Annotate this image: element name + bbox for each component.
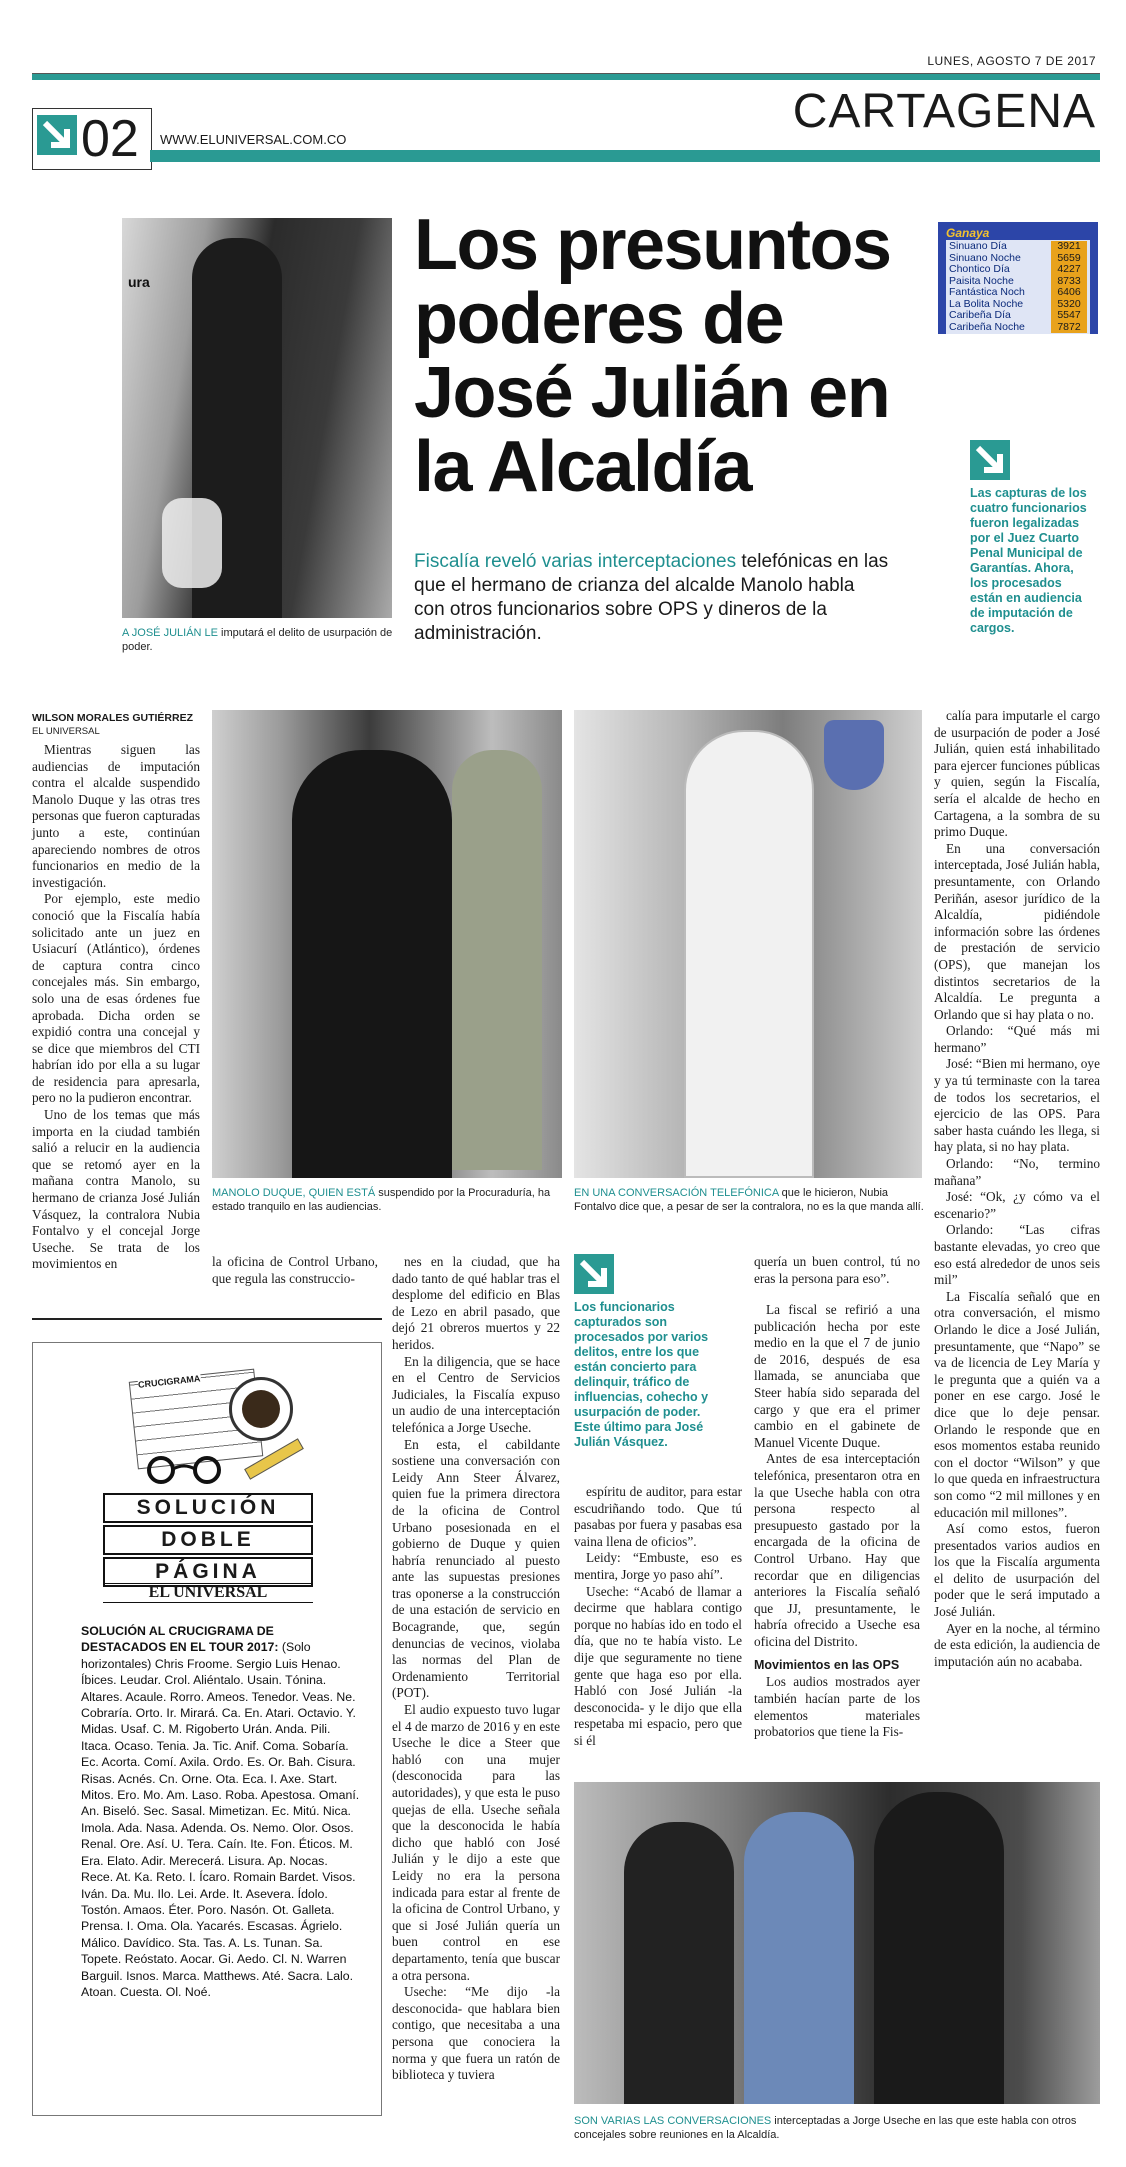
photo-useche-caption [574, 2114, 1100, 2142]
arrow-down-right-icon [37, 115, 77, 155]
paragraph: Los audios mostrados ayer también hacían parte de los elementos materiales probatorios que tiene la Fis- [754, 1674, 920, 1740]
paragraph: Por ejemplo, este medio conoció que la Fiscalía había solicitado ante un juez en Usiacurí (Atlántico), órdenes de captura contra cinco concejales más. Sin embargo, solo una de esas órdenes fue aprobada. Dicha orden se expidió contra una concejal y se dice que miembros del CTI habrían ido por ella a su lugar de residencia para apresarla, pero no la pudieron encontrar. [32, 891, 200, 1106]
paragraph: calía para imputarle el cargo de usurpación de poder a José Julián, quien está inhabilitado para ejercer funciones públicas y quien, según la Fiscalía, sería el alcalde de hecho en Cartagena, a la sombra de su primo Duque. [934, 708, 1100, 840]
crossword-title-line: DOBLE [103, 1525, 313, 1555]
top-photo-bag [162, 498, 222, 588]
callout-crimes: Los funcionarios capturados son procesados por varios delitos, entre los que están concierto para delinquir, tráfico de influencias, cohecho y usurpación de poder. Este último para José Julián Vásquez. [574, 1300, 709, 1449]
photo-person-blue [744, 1812, 854, 2104]
caption-text: que le hicieron, Nubia Fontalvo dice que, a pesar de ser la contralora, no es la que manda allí. [574, 1187, 924, 1213]
crossword-title-line: SOLUCIÓN [103, 1493, 313, 1523]
page-date: LUNES, AGOSTO 7 DE 2017 [927, 54, 1096, 68]
photo-nubia-caption [574, 1186, 928, 1214]
photo-manolo-duque [212, 710, 562, 1178]
photo-person-mid [684, 730, 814, 1178]
lottery-row [949, 310, 1087, 322]
photo-manolo-caption [212, 1186, 568, 1214]
paragraph: Orlando: “No, termino mañana” [934, 1156, 1100, 1188]
paragraph: José: “Ok, ¿y cómo va el escenario?” [934, 1189, 1100, 1221]
photo-nubia-fontalvo [574, 710, 922, 1178]
lottery-name: La Bolita Noche [949, 297, 1024, 310]
lottery-name: Fantástica Noch [949, 286, 1025, 298]
paragraph: quería un buen control, tú no eras la persona para eso”. [754, 1254, 920, 1286]
photo-shield [824, 720, 884, 790]
headline-deck [414, 550, 890, 646]
crossword-brand: EL UNIVERSAL [103, 1583, 313, 1603]
lottery-name: Sinuano Día [949, 240, 1007, 252]
lottery-number: 6406 [1051, 287, 1087, 299]
paragraph: Orlando: “Qué más mi hermano” [934, 1023, 1100, 1055]
paragraph: espíritu de auditor, para estar escudriñando todo. Que tú pasabas por fuera y pasabas esa vaina llena de oficios”. [574, 1484, 742, 1549]
lottery-number: 5320 [1051, 299, 1087, 311]
crossword-top-rule [32, 1318, 382, 1320]
crossword-box [32, 1342, 382, 2116]
lottery-number: 7872 [1051, 322, 1087, 334]
lottery-number: 5659 [1051, 253, 1087, 265]
header-top-rule [32, 73, 1100, 74]
article-column-2 [212, 1254, 378, 1287]
paragraph: La Fiscalía señaló que en otra conversación, el mismo Orlando le dice a José Julián, presuntamente, que “Napo” se va de licencia de Ley María y le pregunta que a quién va a poner en ese cargo. José le dice que lo deje pensar. Orlando le responde que en esos momentos estaba reunido con el doctor “Wilson” y que lo que queda en infraestructura son como “2 mil millones y en educación mil millones”. [934, 1288, 1100, 1520]
coffee-cup-icon [229, 1377, 293, 1441]
byline-outlet: EL UNIVERSAL [32, 726, 100, 737]
lottery-number: 3921 [1051, 241, 1087, 253]
deck-text: telefónicas en las que el hermano de crianza del alcalde Manolo habla con otros funcionarios sobre OPS y dineros de la administración. [414, 551, 889, 644]
paragraph: Leidy: “Embuste, eso es mentira, Jorge yo paso ahí”. [574, 1550, 742, 1582]
paragraph: Ayer en la noche, al término de esta edición, la audiencia de imputación aún no acababa. [934, 1620, 1100, 1669]
caption-text: suspendido por la Procuraduría, ha estado tranquilo en las audiencias. [212, 1187, 551, 1213]
photo-officer [452, 750, 542, 1170]
top-photo-sign: ura [128, 274, 150, 290]
paragraph: Useche: “Acabó de llamar a decirme que hablara contigo porque no habías ido en todo el día, que no te había visto. Le dije que seguramente no tiene gente que haga eso por ella. Habló con José Julián -la desconocida- y le dijo que ella respetaba mi espacio, pero que si él [574, 1583, 742, 1748]
callout-captures: Las capturas de los cuatro funcionarios fueron legalizadas por el Juez Cuarto Penal Municipal de Garantías. Ahora, los procesados están en audiencia de imputación de cargos. [970, 486, 1087, 635]
header-top-bar [32, 74, 1100, 80]
glasses-icon [141, 1455, 231, 1485]
paragraph: En una conversación interceptada, José Julián habla, presuntamente, con Orlando Periñán, asesor jurídico de la Alcaldía, pidiéndole información sobre las órdenes de prestación de servicio (OPS), que manejan los distintos secretarios de la Alcaldía. Le pregunta a Orlando que si hay plata o no. [934, 840, 1100, 1022]
paragraph: nes en la ciudad, que ha dado tanto de qué hablar tras el desplome del edificio en Blas de Lezo en abril pasado, que dejó 21 obreros muertos y 22 heridos. [392, 1254, 560, 1352]
lottery-brand: Ganaya [946, 226, 990, 240]
paragraph: la oficina de Control Urbano, que regula las construccio- [212, 1254, 378, 1286]
section-title: CARTAGENA [792, 85, 1096, 138]
article-column-3 [392, 1254, 560, 2084]
caption-text: imputará el delito de usurpación de poder. [122, 627, 393, 653]
website-link[interactable]: WWW.ELUNIVERSAL.COM.CO [160, 132, 347, 147]
photo-agent-1 [624, 1822, 734, 2104]
lottery-number: 4227 [1051, 264, 1087, 276]
crossword-title-line: PÁGINA [103, 1557, 313, 1587]
lottery-row [949, 264, 1087, 276]
photo-person-left [292, 750, 452, 1178]
article-column-5 [754, 1302, 920, 1741]
paragraph: Uno de los temas que más importa en la ciudad también salió a relucir en la audiencia que se retomó ayer en la mañana contra Manolo, su hermano de crianza José Julián Vásquez, la contralora Nubia Fontalvo y el concejal Jorge Useche. Se trata de los movimientos en [32, 1107, 200, 1272]
lottery-number: 5547 [1051, 310, 1087, 322]
paragraph: José: “Bien mi hermano, oye y ya tú terminaste con la tarea de todos los secretarios, el ejercicio de las OPS. Para saber hasta cuándo les llega, si hay plata, si no hay plata. [934, 1056, 1100, 1155]
crossword-grid-label: CRUCIGRAMA [137, 1373, 201, 1390]
arrow-down-right-icon [574, 1254, 614, 1294]
lottery-name: Caribeña Día [949, 309, 1011, 321]
lottery-name: Caribeña Noche [949, 320, 1025, 333]
caption-lead: SON VARIAS LAS CONVERSACIONES [574, 2115, 772, 2127]
photo-jorge-useche [574, 1782, 1100, 2104]
byline-author: WILSON MORALES GUTIÉRREZ [32, 712, 193, 724]
header-section-bar [150, 150, 1100, 162]
paragraph: La fiscal se refirió a una publicación hecha por este medio en la que el 7 de junio de 2016, después de esa llamada, se anunciaba que Steer había sido separada del cargo y que era el primer cambio en el gabinete de Manuel Vicente Duque. [754, 1302, 920, 1450]
paragraph: En esta, el cabildante sostiene una conversación con Leidy Ann Steer Álvarez, quien fue la primera directora de la oficina de Control Urbano posesionada en el gobierno de Duque y quien habría renunciado al puesto ante las supuestas presiones tras oponerse a la construcción de una estación de servicio en Bocagrande, que, según denuncias de vecinos, violaba las normas del Plan de Ordenamiento Territorial (POT). [392, 1436, 560, 1701]
paragraph: Así como estos, fueron presentados varios audios en los que la Fiscalía argumenta el delito de usurpación del poder que le será imputado a José Julián. [934, 1521, 1100, 1620]
article-column-1 [32, 742, 200, 1273]
crossword-solution [81, 1623, 361, 2000]
lottery-name: Sinuano Noche [949, 251, 1021, 264]
lottery-name: Paisita Noche [949, 274, 1014, 287]
crossword-note: (Solo horizontales) [81, 1640, 311, 1671]
paragraph: El audio expuesto tuvo lugar el 4 de marzo de 2016 y en este Useche le dice a Steer que habló con una mujer (desconocida para las autoridades), y que esta le puso quejas de ella. Useche señala que la desconocida le había dicho que habló con José Julián y le dijo a este que Leidy no era la persona indicada para estar al frente de la oficina de Control Urbano, y que si José Julián quería un buen control en ese departamento, tenía que buscar a otra persona. [392, 1702, 560, 1983]
photo-agent-2 [874, 1792, 1004, 2104]
top-photo-caption [122, 626, 394, 654]
lottery-number: 8733 [1051, 276, 1087, 288]
crossword-title [103, 1493, 313, 1587]
caption-lead: A JOSÉ JULIÁN LE [122, 627, 218, 639]
paragraph: Antes de esa interceptación telefónica, presentaron otra en la que Useche habla con otra persona respecto al presupuesto gastado por la encargada de la oficina de Control Urbano. Hay que recordar que en diligencias anteriores la Fiscalía señaló que JJ, presuntamente, le habría ofrecido a Useche esa oficina del Distrito. [754, 1451, 920, 1649]
lottery-row [949, 287, 1087, 299]
paragraph: Orlando: “Las cifras bastante elevadas, yo creo que eso está alrededor de unos seis mil” [934, 1222, 1100, 1288]
article-column-4-top [754, 1254, 920, 1287]
crossword-answers: Chris Froome. Sergio Luis Henao. Íbices. Leudar. Crol. Aliéntalo. Usain. Tónina. Altares. Acaule. Rorro. Ameos. Tenedor. Veas. Ne. Cobraría. Orto. Ir. Mirará. Ca. En. Atari. Octavio. Y. Midas. Usaf. C. M. Rigoberto Urán. Anda. Pili. Itaca. Ocaso. Tenia. Ja. Tic. Anif. Coma. Sobaría. Ec. Acorta. Comí. Axila. Ordo. Es. Or. Bah. Cisura. Risas. Acnés. Cn. Orne. Ota. Eca. I. Axe. Start. Mitos. Ero. Mo. Am. Laso. Roba. Apestosa. Omaní. An. Biseló. Sec. Sasal. Mimetizan. Ec. Mitú. Nica. Imola. Ada. Nasa. Adenda. Os. Nemo. Olor. Osos. Renal. Ore. Así. U. Tera. Caín. Ite. Fon. Éticos. M. Era. Elato. Adir. Merecerá. Lisura. Ap. Nocas. Rece. At. Ka. Reto. I. Ícaro. Romain Bardet. Visos. Iván. Da. Mu. Ilo. Lei. Arde. It. Asevera. Ídolo. Tostón. Amaos. Éter. Poro. Nasón. Ot. Galleta. Prensa. I. Oma. Ola. Yacarés. Escasas. Ágrielo. Málico. Davídico. Sta. Tas. A. Ls. Tunan. Sa. Topete. Reóstato. Aocar. Gi. Aedo. Cl. N. Warren Barguil. Isnos. Marca. Matthews. Até. Sacra. Lalo. Atoan. Cuesta. Ol. Noé. [81, 1656, 360, 1999]
lottery-box [938, 222, 1098, 334]
caption-lead: MANOLO DUQUE, QUIEN ESTÁ [212, 1187, 376, 1199]
lottery-results [946, 240, 1090, 334]
article-column-4 [574, 1484, 742, 1750]
page-number-block [32, 108, 152, 170]
deck-lead: Fiscalía reveló varias interceptaciones [414, 551, 737, 572]
paragraph: En la diligencia, que se hace en el Centro de Servicios Judiciales, la Fiscalía expuso un audio de una interceptación telefónica a Jorge Useche. [392, 1353, 560, 1435]
crossword-heading: SOLUCIÓN AL CRUCIGRAMA DE DESTACADOS EN EL TOUR 2017: [81, 1624, 279, 1655]
main-headline: Los presuntos poderes de José Julián en la Alcaldía [414, 205, 891, 507]
arrow-down-right-icon [970, 440, 1010, 480]
article-column-6 [934, 708, 1100, 1670]
subheading: Movimientos en las OPS [754, 1658, 900, 1673]
paragraph: Useche: “Me dijo -la desconocida- que hablara bien contigo, que necesitaba a una persona que conociera la norma y que fuera un ratón de biblioteca y tuviera [392, 1984, 560, 2083]
top-photo [122, 218, 392, 618]
page-number: 02 [81, 110, 139, 168]
caption-lead: EN UNA CONVERSACIÓN TELEFÓNICA [574, 1187, 779, 1199]
lottery-name: Chontico Día [949, 263, 1010, 275]
caption-text: interceptadas a Jorge Useche en las que este habla con otros concejales sobre reuniones en la Alcaldía. [574, 2115, 1077, 2141]
lottery-row [949, 322, 1087, 334]
lottery-row [949, 241, 1087, 253]
paragraph: Mientras siguen las audiencias de imputación contra el alcalde suspendido Manolo Duque y las otras tres personas que fueron capturadas junto a este, continúan apareciendo nombres de otros funcionarios en medio de la investigación. [32, 742, 200, 890]
